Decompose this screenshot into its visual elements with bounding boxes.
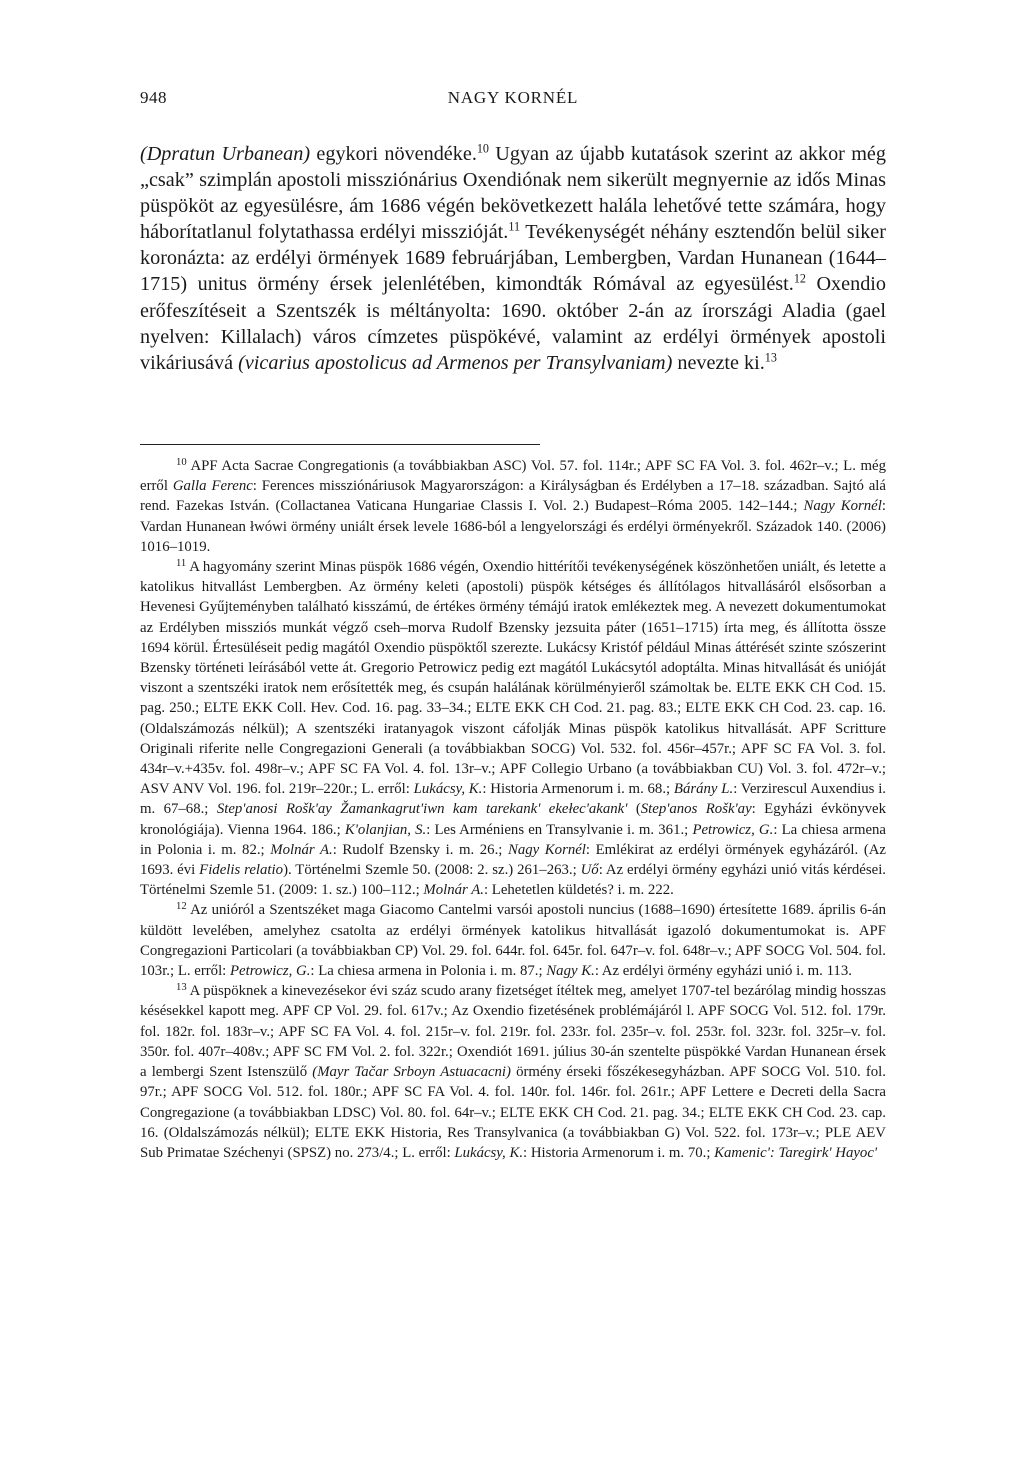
- footnote-reference: 11: [508, 220, 521, 235]
- italic-text: (Mayr Tačar Srboyn Astuacacni): [312, 1064, 511, 1081]
- italic-text: Molnár A.: [270, 841, 333, 858]
- text-run: : Historia Armenorum i. m. 68.;: [482, 781, 674, 798]
- footnote-number: 11: [176, 558, 187, 570]
- running-head: NAGY KORNÉL: [447, 88, 579, 107]
- text-run: : Emlékirat az erdélyi örmények egyházáról. (Az 1693. évi: [140, 841, 886, 879]
- text-run: : La chiesa armena in Polonia i. m. 87.;: [310, 963, 547, 980]
- text-run: : Ferences missziónáriusok Magyarországon: a Királyságban és Erdélyben a 17–18. században. Sajtó alá rend. Fazekas István. (Collactanea Vaticana Hungariae Classis I. Vol. 2.) Budapest–Róma 2005. 142–144.;: [140, 478, 886, 515]
- text-run: örmény érseki főszékesegyházban. APF SOCG Vol. 510. fol. 97r.; APF SOCG Vol. 512. fol. 180r.; APF SC FA Vol. 4. fol. 140r. fol. 146r. fol. 261r.; APF Lettere e Decreti della Sacra Congregazione (a továbbiakban LDSC) Vol. 80. fol. 64r–v.; ELTE EKK CH Cod. 21. pag. 34.; ELTE EKK CH Cod. 23. cap. 16. (Oldalszámozás nélkül); ELTE EKK Historia, Res Transylvanica (a továbbiakban G) Vol. 522. fol. 173r–v.; PLE AEV Sub Primatae Széchenyi (SPSZ) no. 273/4.; L. erről:: [140, 1064, 886, 1161]
- text-run: : Les Arméniens en Transylvanie i. m. 361.;: [426, 821, 693, 838]
- text-run: ). Történelmi Szemle 50. (2008: 2. sz.) 261–263.;: [283, 862, 581, 879]
- text-run: : Vardan Hunanean łwówi örmény uniált érsek levele 1686-ból a lengyelországi és erdélyi örményekről. Századok 140. (2006) 1016–1019.: [140, 498, 886, 555]
- italic-text: Lukácsy, K.: [413, 781, 483, 798]
- page-number: 948: [140, 88, 167, 107]
- italic-text: Molnár A.: [423, 882, 484, 899]
- text-run: Oxendio erőfeszítéseit a Szentszék is méltányolta: 1690. október 2-án az írországi Aladia (gael nyelven: Killalach) város címzetes püspökévé, valamint az erdélyi örmények apostoli vikáriusává: [140, 273, 886, 374]
- italic-text: Kamenic': Taregirk' Hayoc': [714, 1144, 878, 1161]
- italic-text: Petrowicz, G.: [692, 821, 774, 838]
- text-run: Az unióról a Szentszéket maga Giacomo Cantelmi varsói apostoli nuncius (1688–1690) értesítette 1689. április 6-án küldött levelében, amelyhez csatolta az erdélyi örmények katolikus hitvallását igazoló dokumentumokat is. APF Congregazioni Particolari (a továbbiakban CP) Vol. 29. fol. 644r. fol. 645r. fol. 647r–v. fol. 648r–v.; APF SOCG Vol. 504. fol. 103r.; L. erről:: [140, 902, 886, 980]
- text-run: : Verzirescul Auxendius i. m. 67–68.;: [140, 781, 887, 818]
- footnote-number: 12: [176, 901, 187, 913]
- text-run: : Az erdélyi örmény egyházi unió i. m. 113.: [594, 963, 852, 980]
- text-run: Ugyan az újabb kutatások szerint az akkor még „csak” szimplán apostoli missziónárius Oxendiónak nem sikerült megnyernie az idős Minas püspököt az egyesülésre, ám 1686 végén bekövetkezett halála lehetővé tette számára, hogy háborítatlanul folytathassa erdélyi misszióját.: [140, 143, 886, 244]
- text-run: : Egyházi évkönyvek kronológiája). Vienna 1964. 186.;: [140, 801, 886, 838]
- italic-text: (Dpratun Urbanean): [140, 143, 311, 165]
- footnote-12: [140, 900, 886, 981]
- text-run: : Historia Armenorum i. m. 70.;: [523, 1144, 715, 1161]
- footnote-13: [140, 981, 886, 1163]
- italic-text: Step'anosi Rošk'ay Žamankagrut'iwn kam tarekank' ekełec'akank': [216, 801, 628, 818]
- text-run: : Rudolf Bzensky i. m. 26.;: [332, 841, 508, 858]
- footnote-number: 10: [176, 457, 187, 469]
- footnote-10: [140, 456, 886, 557]
- main-paragraph: [140, 141, 886, 376]
- footnote-number: 13: [176, 982, 187, 994]
- text-run: : Lehetetlen küldetés? i. m. 222.: [483, 882, 674, 899]
- italic-text: Step'anos Rošk'ay: [640, 801, 752, 818]
- text-run: A hagyomány szerint Minas püspök 1686 végén, Oxendio hittérítői tevékenységének köszönhetően uniált, és letette a katolikus hitvallást Lembergben. Az örmény keleti (apostoli) püspök kétséges és állítólagos hitvallásáról elsősorban a Hevenesi Gyűjteményben található kisszámú, de értékes örmény témájú iratok emlékeztek meg. A nevezett dokumentumokat az Erdélyben missziós munkát végző cseh–morva Rudolf Bzensky jezsuita páter (1651–1715) írta meg, és állította össze 1694 körül. Értesüléseit pedig magától Oxendio püspöktől szerezte. Lukácsy Kristóf például Minas áttérését szinte szószerint Bzensky történeti leírásából vette át. Gregorio Petrowicz pedig ezt magától Lukácsytól adoptálta. Minas hitvallását és unióját viszont a szentszéki iratok nem erősítették meg, és csupán halálának körülményieről számoltak be. ELTE EKK CH Cod. 15. pag. 250.; ELTE EKK Coll. Hev. Cod. 16. pag. 33–34.; ELTE EKK CH Cod. 21. pag. 83.; ELTE EKK CH Cod. 23. cap. 16. (Oldalszámozás nélkül); A szentszéki iratanyagok viszont cáfolják Minas püspök katolikus hitvallását. APF Scritture Originali riferite nelle Congregazioni Generali (a továbbiakban SOCG) Vol. 532. fol. 456r–457r.; APF SC FA Vol. 3. fol. 434r–v.+435v. fol. 498r–v.; APF SC FA Vol. 4. fol. 13r–v.; APF Collegio Urbano (a továbbiakban CU) Vol. 3. fol. 472r–v.; ASV ANV Vol. 196. fol. 219r–220r.; L. erről:: [140, 559, 886, 798]
- footnote-11: [140, 557, 886, 900]
- page-header: [140, 88, 886, 118]
- text-run: : Az erdélyi örmény egyházi unió vitás kérdései. Történelmi Szemle 51. (2009: 1. sz.) 100–112.;: [140, 862, 887, 899]
- text-run: Tevékenységét néhány esztendőn belül siker koronázta: az erdélyi örmények 1689 februárjában, Lembergben, Vardan Hunanean (1644–1715) unitus örmény érsek jelenlétében, kimondták Rómával az egyesülést.: [140, 221, 886, 296]
- footnotes: [140, 456, 886, 1163]
- italic-text: Nagy Kornél: [507, 841, 586, 858]
- footnote-separator: [140, 444, 540, 445]
- italic-text: Petrowicz, G.: [230, 963, 311, 980]
- footnote-reference: 12: [793, 272, 806, 287]
- text-run: APF Acta Sacrae Congregationis (a továbbiakban ASC) Vol. 57. fol. 114r.; APF SC FA Vol. 3. fol. 462r–v.; L. még erről: [140, 458, 886, 495]
- italic-text: K'olanjian, S.: [344, 821, 427, 838]
- italic-text: Galla Ferenc: [172, 478, 253, 495]
- footnote-reference: 13: [764, 350, 777, 365]
- italic-text: Fidelis relatio: [199, 862, 284, 879]
- italic-text: (vicarius apostolicus ad Armenos per Transylvaniam): [238, 351, 673, 374]
- text-run: : La chiesa armena in Polonia i. m. 82.;: [140, 821, 886, 858]
- italic-text: Lukácsy, K.: [454, 1144, 524, 1161]
- text-run: egykori növendéke.: [310, 143, 477, 165]
- text-run: A püspöknek a kinevezésekor évi száz scudo arany fizetséget ítéltek meg, amelyet 1707-tel bezárólag mindig hosszas késésekkel kapott meg. APF CP Vol. 29. fol. 617v.; Az Oxendio fizetésének problémájáról l. APF SOCG Vol. 512. fol. 179r. fol. 182r. fol. 183r–v.; APF SC FA Vol. 4. fol. 215r–v. fol. 219r. fol. 233r. fol. 235r–v. fol. 253r. fol. 323r. fol. 325r–v. fol. 350r. fol. 407r–408v.; APF SC FM Vol. 2. fol. 322r.; Oxendiót 1691. július 30-án szentelte püspökké Vardan Hunanean érsek a lembergi Szent Istenszülő: [140, 983, 886, 1081]
- italic-text: Nagy Kornél: [803, 498, 882, 515]
- text-run: nevezte ki.: [672, 351, 765, 374]
- italic-text: Uő: [580, 862, 599, 879]
- footnote-reference: 10: [476, 141, 489, 156]
- italic-text: Bárány L.: [673, 781, 734, 798]
- text-run: (: [627, 801, 641, 818]
- italic-text: Nagy K.: [546, 963, 595, 980]
